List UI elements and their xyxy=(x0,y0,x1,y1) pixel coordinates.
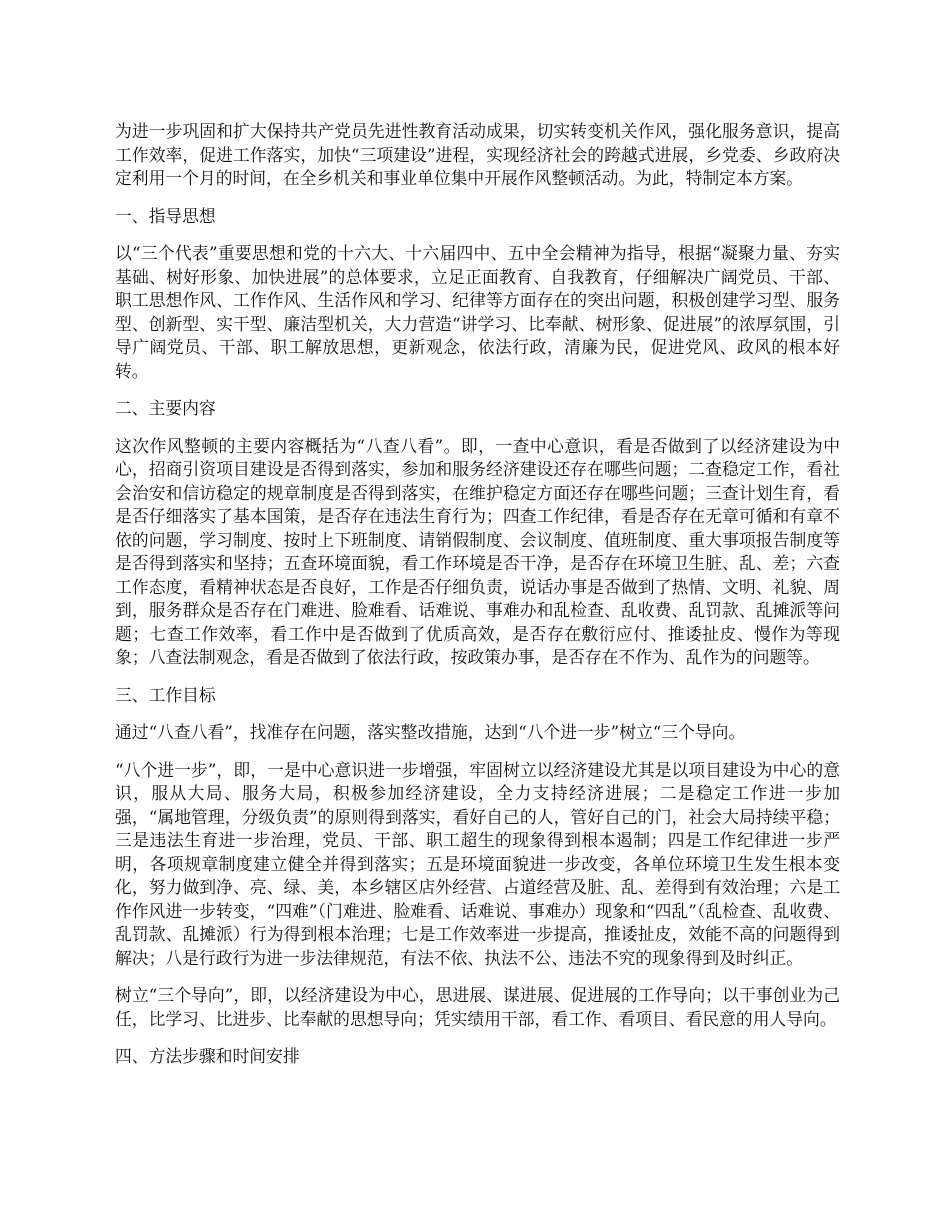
guiding-ideology-paragraph: 以“三个代表”重要思想和党的十六大、十六届四中、五中全会精神为指导，根据“凝聚力量、夯实基础、树好形象、加快进展”的总体要求，立足正面教育、自我教育，仔细解决广阔党员、干部、职工思想作风、工作作风、生活作风和学习、纪律等方面存在的突出问题，积极创建学习型、服务型、创新型、实干型、廉洁型机关，大力营造“讲学习、比奉献、树形象、促进展”的浓厚氛围，引导广阔党员、干部、职工解放思想，更新观念，依法行政，清廉为民，促进党风、政风的根本好转。 xyxy=(115,243,840,381)
work-goals-paragraph-1: 通过“八查八看”，找准存在问题，落实整改措施，达到“八个进一步”树立“三个导向。 xyxy=(115,722,746,742)
section-heading-work-goals: 三、工作目标 xyxy=(115,684,216,705)
intro-paragraph: 为进一步巩固和扩大保持共产党员先进性教育活动成果，切实转变机关作风，强化服务意识，提高工作效率，促进工作落实，加快“三项建设”进程，实现经济社会的跨越式进展，乡党委、乡政府决定利用一个月的时间，在全乡机关和事业单位集中开展作风整顿活动。为此，特制定本方案。 xyxy=(115,121,840,188)
main-content-paragraph: 这次作风整顿的主要内容概括为“八查八看”。即，一查中心意识，看是否做到了以经济建设为中心，招商引资项目建设是否得到落实，参加和服务经济建设还存在哪些问题；二查稳定工作，看社会治安和信访稳定的规章制度是否得到落实，在维护稳定方面还存在哪些问题；三查计划生育，看是否仔细落实了基本国策，是否存在违法生育行为；四查工作纪律，看是否存在无章可循和有章不依的问题，学习制度、按时上下班制度、请销假制度、会议制度、值班制度、重大事项报告制度等是否得到落实和坚持；五查环境面貌，看工作环境是否干净，是否存在环境卫生脏、乱、差；六查工作态度，看精神状态是否良好，工作是否仔细负责，说话办事是否做到了热情、文明、礼貌、周到，服务群众是否存在门难进、脸难看、话难说、事难办和乱检查、乱收费、乱罚款、乱摊派等问题；七查工作效率，看工作中是否做到了优质高效，是否存在敷衍应付、推诿扯皮、慢作为等现象；八查法制观念，看是否做到了依法行政，按政策办事，是否存在不作为、乱作为的问题等。 xyxy=(115,435,840,667)
document-page xyxy=(115,120,840,1083)
work-goals-paragraph-2: “八个进一步”，即，一是中心意识进一步增强，牢固树立以经济建设尤其是以项目建设为中心的意识，服从大局、服务大局，积极参加经济建设，全力支持经济进展；二是稳定工作进一步加强，“属地管理，分级负责”的原则得到落实，看好自己的人，管好自己的门，社会大局持续平稳；三是违法生育进一步治理，党员、干部、职工超生的现象得到根本遏制；四是工作纪律进一步严明，各项规章制度建立健全并得到落实；五是环境面貌进一步改变，各单位环境卫生发生根本变化，努力做到净、亮、绿、美，本乡辖区店外经营、占道经营及脏、乱、差得到有效治理；六是工作作风进一步转变，“四难”（门难进、脸难看、话难说、事难办）现象和“四乱”（乱检查、乱收费、乱罚款、乱摊派）行为得到根本治理；七是工作效率进一步提高，推诿扯皮，效能不高的问题得到解决；八是行政行为进一步法律规范，有法不依、执法不公、违法不究的现象得到及时纠正。 xyxy=(115,759,840,968)
section-heading-guiding-ideology: 一、指导思想 xyxy=(115,205,216,226)
work-goals-paragraph-3: 树立“三个导向”，即，以经济建设为中心，思进展、谋进展、促进展的工作导向；以干事创业为己任，比学习、比进步、比奉献的思想导向；凭实绩用干部，看工作、看项目、看民意的用人导向。 xyxy=(115,985,840,1029)
section-heading-methods-schedule: 四、方法步骤和时间安排 xyxy=(115,1046,300,1066)
section-heading-main-content: 二、主要内容 xyxy=(115,398,216,418)
